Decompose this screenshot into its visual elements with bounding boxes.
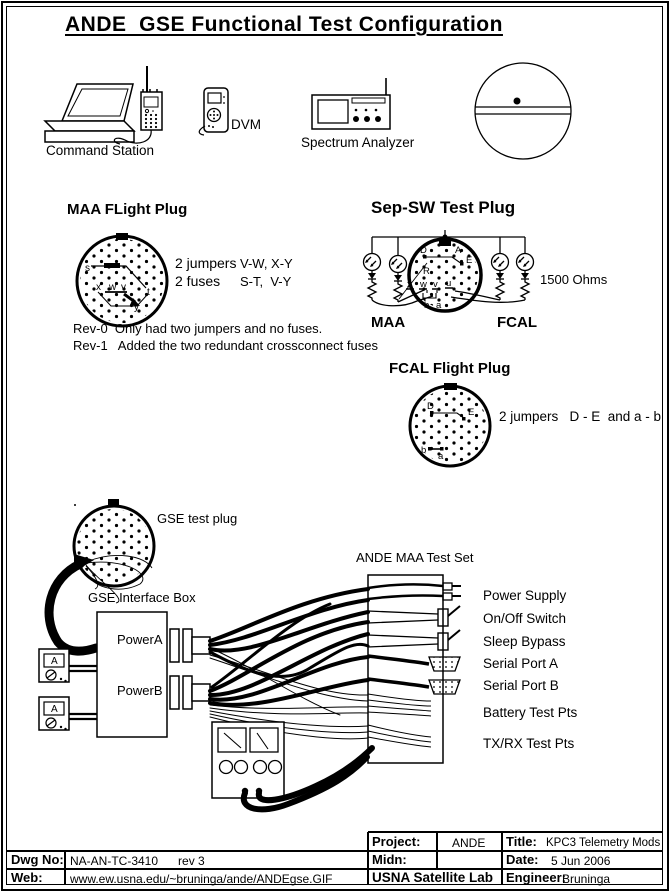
power-a-label: PowerA	[117, 632, 163, 647]
rev0-note: Rev-0 Only had two jumpers and no fuses.	[73, 321, 323, 336]
test-set-box	[368, 575, 461, 763]
toggle-switch-icon-sleep	[368, 630, 460, 650]
dwg-no-value: NA-AN-TC-3410 rev 3	[70, 854, 205, 868]
power-supply-icon	[212, 722, 372, 809]
dsub-connector-icon-a	[368, 656, 460, 671]
dvm-label: DVM	[231, 117, 261, 132]
org-label: USNA Satellite Lab	[372, 870, 494, 885]
sepsw-pin-E: E	[466, 255, 473, 266]
port-label-sleep-bypass: Sleep Bypass	[483, 634, 566, 649]
title-label: Title:	[506, 834, 537, 849]
resistor-value-label: 1500 Ohms	[540, 272, 608, 287]
command-station-label: Command Station	[46, 143, 155, 158]
maa-pin-y: y	[134, 302, 139, 313]
sepsw-pin-u: u	[446, 278, 452, 289]
sepsw-pin-v: v	[433, 279, 438, 290]
sepsw-pin-D: D	[420, 245, 427, 256]
fcal-plug-connector	[410, 383, 490, 466]
project-label: Project:	[372, 834, 421, 849]
banana-plug-icons	[368, 583, 461, 600]
gse-test-plug-label: GSE test plug	[157, 511, 238, 526]
engineer-label: Engineer:	[506, 870, 566, 885]
wire-harness	[210, 589, 368, 739]
ammeter-icon-b	[39, 697, 97, 730]
maa-jumpers-label: 2 jumpers	[175, 255, 237, 271]
port-label-power-supply: Power Supply	[483, 588, 567, 603]
sepsw-pin-A: A	[455, 245, 462, 256]
maa-pin-t: t	[147, 287, 150, 298]
fcal-plug-heading: FCAL Flight Plug	[389, 360, 511, 377]
maa-pin-v: v	[121, 282, 126, 293]
maa-plug-heading: MAA FLight Plug	[67, 201, 188, 218]
gse-test-plug-connector	[74, 499, 154, 603]
maa-jumpers-value: V-W, X-Y	[240, 256, 293, 271]
sepsw-pin-a: a	[436, 300, 442, 311]
fcal-pin-a: a	[438, 451, 444, 462]
spectrum-analyzer-icon	[312, 78, 390, 129]
engineer-value: Bruninga	[562, 872, 611, 886]
maa-fuses-value: S-T, V-Y	[240, 274, 292, 289]
maa-side-label: MAA	[371, 314, 406, 331]
fcal-pin-b: b	[421, 445, 427, 456]
maa-fuses-label: 2 fuses	[175, 273, 221, 289]
sepsw-pin-x: x	[407, 279, 412, 290]
dsub-connector-icon-b	[368, 679, 460, 694]
midn-label: Midn:	[372, 852, 407, 867]
port-label-serial-b: Serial Port B	[483, 678, 559, 693]
test-point-wires	[368, 694, 431, 747]
maa-pin-s: s	[85, 263, 90, 274]
power-connector-a	[170, 629, 210, 662]
title-value: KPC3 Telemetry Mods	[546, 837, 661, 849]
interface-box	[97, 612, 210, 737]
fcal-pin-D: D	[427, 401, 434, 412]
web-label: Web:	[11, 870, 43, 885]
spectrum-analyzer-label: Spectrum Analyzer	[301, 135, 415, 150]
laptop-icon	[45, 84, 134, 142]
port-label-txrx-test: TX/RX Test Pts	[483, 736, 575, 751]
toggle-switch-icon-onoff	[368, 606, 460, 626]
port-label-onoff-switch: On/Off Switch	[483, 611, 567, 626]
fcal-pin-E: E	[468, 407, 475, 418]
maa-pin-x: x	[96, 282, 101, 293]
sepsw-heading: Sep-SW Test Plug	[371, 198, 516, 217]
satellite-icon	[475, 63, 571, 159]
sepsw-pin-w: w	[420, 279, 427, 290]
sepsw-pin-b: b	[424, 300, 430, 311]
diagram-title: ANDE GSE Functional Test Configuration	[65, 13, 503, 36]
gse-interface-box-label: GSE Interface Box	[88, 590, 196, 605]
fcal-jumpers-text: 2 jumpers D - E and a - b	[499, 409, 662, 424]
port-label-serial-a: Serial Port A	[483, 656, 559, 671]
test-set-label: ANDE MAA Test Set	[356, 550, 474, 565]
maa-plug-connector	[77, 233, 167, 326]
dvm-icon	[199, 88, 228, 135]
rev1-note: Rev-1 Added the two redundant crossconnect fuses	[73, 338, 378, 353]
power-connector-b	[170, 676, 210, 709]
date-label: Date:	[506, 852, 539, 867]
date-value: 5 Jun 2006	[551, 854, 611, 868]
maa-pin-w: w	[109, 282, 117, 293]
ammeter-b-label: A	[51, 704, 58, 715]
ammeter-a-label: A	[51, 656, 58, 667]
web-value: www.ew.usna.edu/~bruninga/ande/ANDEgse.GIF	[70, 872, 333, 886]
port-label-battery-test: Battery Test Pts	[483, 705, 578, 720]
power-b-label: PowerB	[117, 683, 163, 698]
project-value: ANDE	[452, 836, 486, 850]
sepsw-pin-R: R	[423, 266, 430, 277]
fcal-side-label: FCAL	[497, 314, 537, 331]
sepsw-circuit	[364, 230, 534, 311]
dwg-no-label: Dwg No:	[11, 852, 64, 867]
